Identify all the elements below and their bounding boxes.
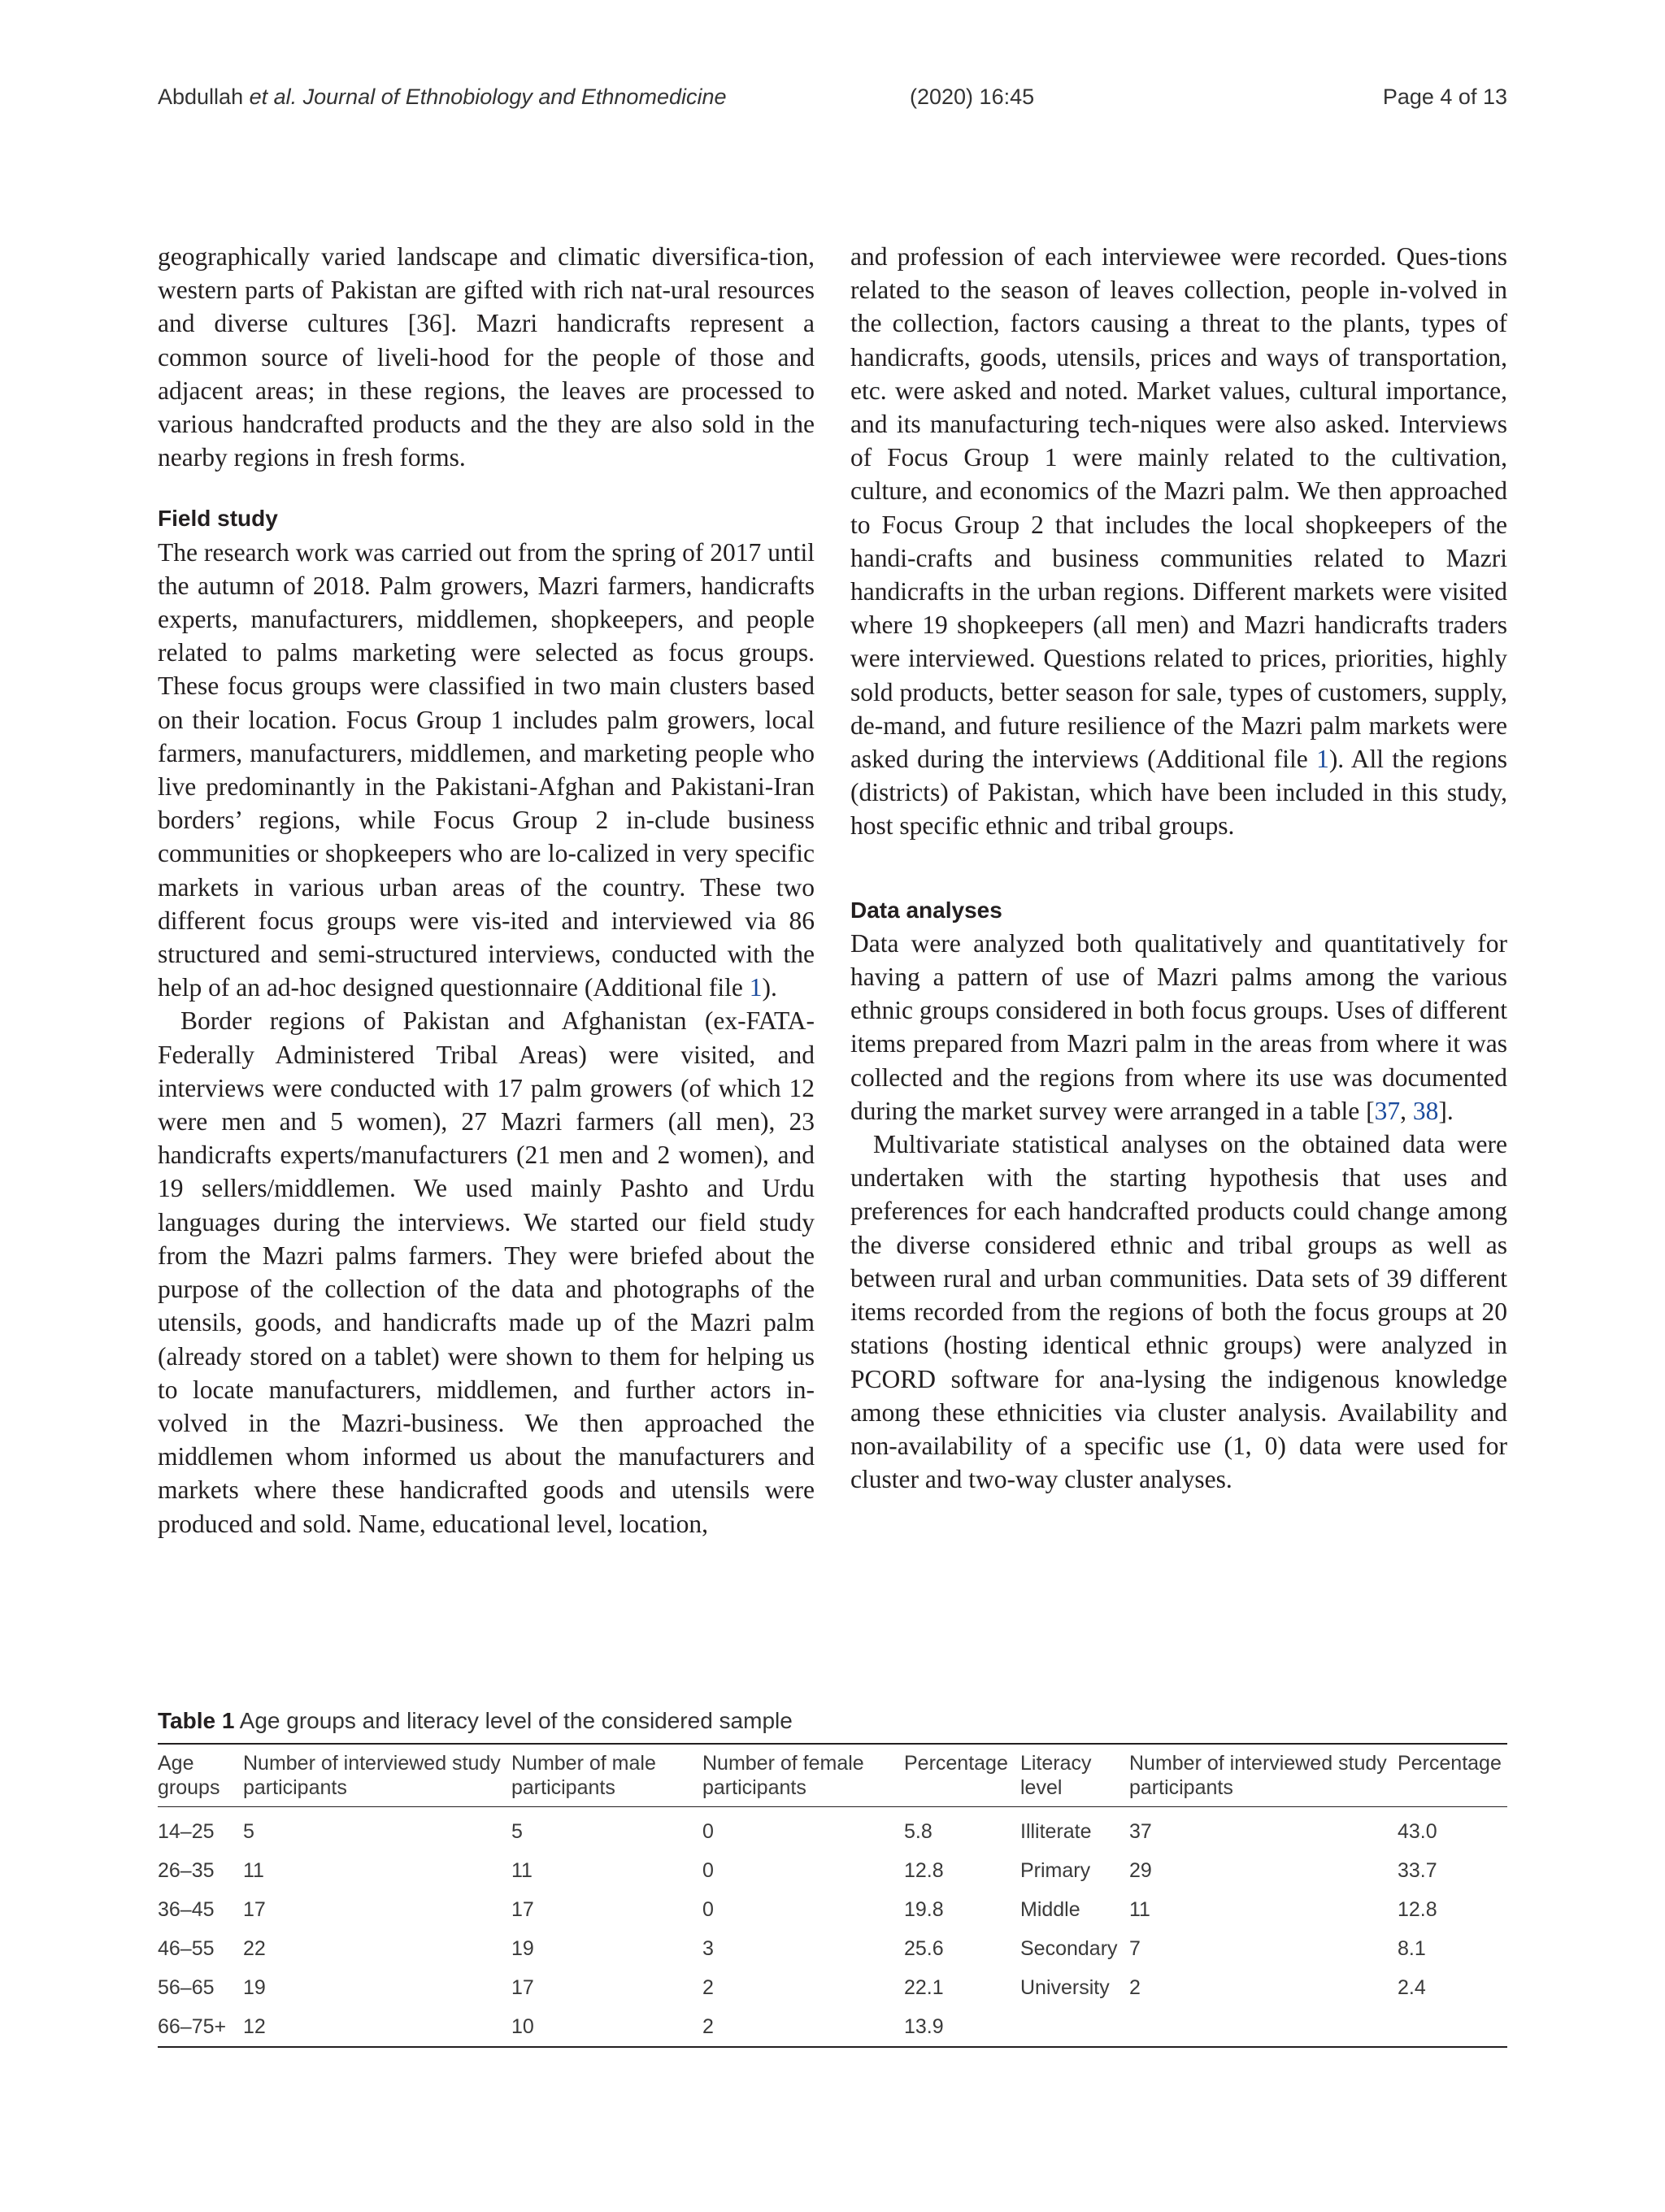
table-cell: Middle: [1020, 1898, 1080, 1921]
paragraph: Border regions of Pakistan and Afghanistan (ex-FATA-Federally Administered Tribal Areas) were visited, and interviews were conducted with 17 palm growers (of which 12 were men and 5 women), 27 Mazri farmers (all men), 23 handicrafts experts/manufacturers (21 men and 2 women), and 19 sellers/middlemen. We used mainly Pashto and Urdu languages during the interviews. We started our field study from the Mazri palms farmers. They were briefed about the purpose of the collection of the data and photographs of the utensils, goods, and handicrafts made up of the Mazri palm (already stored on a tablet) were shown to them for helping us to locate manufacturers, middlemen, and further actors in-volved in the Mazri-business. We then approached the middlemen whom informed us about the manufacturers and markets where these handicrafted goods and utensils were produced and sold. Name, educational level, location,: [158, 1006, 815, 1538]
column-header: Percentage: [904, 1744, 1020, 1807]
table-cell: University: [1020, 1976, 1110, 1999]
table-cell: 10: [511, 2015, 534, 2038]
header-year: (2020) 16:45: [910, 85, 1035, 109]
column-header: Age groups: [158, 1744, 243, 1807]
table-row: [158, 1851, 1507, 1890]
table-cell: 3: [702, 1937, 714, 1960]
right-column: [850, 240, 1507, 1496]
table-cell: 11: [511, 1859, 533, 1882]
table-cell: 12: [243, 2015, 266, 2038]
ref-37-link[interactable]: 37: [1374, 1096, 1401, 1125]
table-row: [158, 2007, 1507, 2047]
table-cell: 14–25: [158, 1820, 215, 1843]
table-cell: 66–75+: [158, 2015, 227, 2038]
table-cell: 12.8: [1398, 1898, 1437, 1921]
column-header: Percentage: [1398, 1744, 1507, 1807]
table-cell: 22.1: [904, 1976, 944, 1999]
column-header: Number of female participants: [702, 1744, 904, 1807]
table-cell: 17: [511, 1976, 534, 1999]
table-cell: 22: [243, 1937, 266, 1960]
header-journal: et al. Journal of Ethnobiology and Ethnomedicine: [249, 85, 727, 109]
paragraph: Data were analyzed both qualitatively and quantitatively for having a pattern of use of Mazri palms among the various ethnic groups considered in both focus groups. Uses of different items prepared from Mazri palm in the areas from where it was collected and the regions from where its use was documented during the market survey were arranged in a table [37, 38].: [850, 928, 1507, 1125]
table-cell: 12.8: [904, 1859, 944, 1882]
column-header: Number of interviewed study participants: [1129, 1744, 1398, 1807]
table-cell: 2: [702, 2015, 714, 2038]
table-row: [158, 1968, 1507, 2007]
table-cell: 5: [511, 1820, 523, 1843]
table-cell: 13.9: [904, 2015, 944, 2038]
table-cell: 56–65: [158, 1976, 215, 1999]
table-row: [158, 1807, 1507, 1852]
table-cell: 19: [243, 1976, 266, 1999]
ref-additional-file-link[interactable]: 1: [749, 973, 763, 1002]
table-row: [158, 1929, 1507, 1968]
ref-38-link[interactable]: 38: [1412, 1096, 1439, 1125]
paragraph: and profession of each interviewee were recorded. Ques-tions related to the season of leaves collection, people in-volved in the collection, factors causing a threat to the plants, types of handicrafts, goods, utensils, prices and ways of transportation, etc. were asked and noted. Market values, cultural importance, and its manufacturing tech-niques were also asked. Interviews of Focus Group 1 were mainly related to the cultivation, culture, and economics of the Mazri palm. We then approached to Focus Group 2 that includes the local shopkeepers of the handi-crafts and business communities related to Mazri handicrafts in the urban regions. Different markets were visited where 19 shopkeepers (all men) and Mazri handicrafts traders were interviewed. Questions related to prices, priorities, highly sold products, better season for sale, types of customers, supply, de-mand, and future resilience of the Mazri palm markets were asked during the interviews (Additional file 1). All the regions (districts) of Pakistan, which have been included in this study, host specific ethnic and tribal groups.: [850, 242, 1507, 841]
table-cell: 17: [243, 1898, 266, 1921]
journal-citation: [158, 85, 727, 110]
table-cell: 0: [702, 1898, 714, 1921]
table-cell: 7: [1129, 1937, 1141, 1960]
table-cell: 11: [1129, 1898, 1150, 1921]
table-cell: 11: [243, 1859, 264, 1882]
table-row: [158, 1890, 1507, 1929]
section-heading-data-analyses: Data analyses: [850, 897, 1002, 923]
table-header-row: [158, 1744, 1507, 1807]
table-cell: 0: [702, 1820, 714, 1843]
page-number: Page 4 of 13: [1382, 85, 1507, 109]
table-cell: 43.0: [1398, 1820, 1437, 1843]
table-cell: 46–55: [158, 1937, 215, 1960]
left-column: [158, 240, 815, 1541]
table-cell: 29: [1129, 1859, 1152, 1882]
ref-additional-file-link[interactable]: 1: [1316, 745, 1329, 774]
table-cell: Illiterate: [1020, 1820, 1092, 1843]
table-cell: 17: [511, 1898, 534, 1921]
data-table: [158, 1743, 1507, 2048]
table-cell: 19.8: [904, 1898, 944, 1921]
table-caption: Table 1 Age groups and literacy level of the considered sample: [158, 1708, 793, 1733]
table-body: [158, 1807, 1507, 2048]
table-cell: 26–35: [158, 1859, 215, 1882]
table-cell: 5: [243, 1820, 254, 1843]
table-cell: Secondary: [1020, 1937, 1118, 1960]
table-cell: 25.6: [904, 1937, 944, 1960]
table-cell: [1020, 2007, 1129, 2047]
paragraph: Multivariate statistical analyses on the obtained data were undertaken with the starting hypothesis that uses and preferences for each handcrafted products could change among the diverse considered ethnic and tribal groups as well as between rural and urban communities. Data sets of 39 different items recorded from the regions of both the focus groups at 20 stations (hosting identical ethnic groups) were analyzed in PCORD software for ana-lysing the indigenous knowledge among these ethnicities via cluster analysis. Availability and non-availability of a specific use (1, 0) data were used for cluster and two-way cluster analyses.: [850, 1130, 1507, 1494]
column-header: Number of male participants: [511, 1744, 702, 1807]
header-authors: Abdullah: [158, 85, 244, 109]
table-cell: 0: [702, 1859, 714, 1882]
table-cell: 2: [1129, 1976, 1141, 1999]
table-cell: 2.4: [1398, 1976, 1426, 1999]
table-cell: 37: [1129, 1820, 1152, 1843]
column-header: Literacy level: [1020, 1744, 1129, 1807]
table-cell: 36–45: [158, 1898, 215, 1921]
table-cell: [1398, 2007, 1507, 2047]
column-header: Number of interviewed study participants: [243, 1744, 511, 1807]
running-header: [158, 85, 1507, 117]
table-1: [158, 1707, 1507, 2048]
section-heading-field-study: Field study: [158, 506, 278, 532]
table-cell: 19: [511, 1937, 534, 1960]
table-cell: Primary: [1020, 1859, 1091, 1882]
table-cell: 8.1: [1398, 1937, 1426, 1960]
table-cell: 33.7: [1398, 1859, 1437, 1882]
table-cell: 5.8: [904, 1820, 932, 1843]
paragraph: The research work was carried out from the spring of 2017 until the autumn of 2018. Palm growers, Mazri farmers, handicrafts experts, manufacturers, middlemen, shopkeepers, and people related to palms marketing were selected as focus groups. These focus groups were classified in two main clusters based on their location. Focus Group 1 includes palm growers, local farmers, manufacturers, middlemen, and marketing people who live predominantly in the Pakistani-Afghan and Pakistani-Iran borders’ regions, while Focus Group 2 in-clude business communities or shopkeepers who are lo-calized in very specific markets in various urban areas of the country. These two different focus groups were vis-ited and interviewed via 86 structured and semi-structured interviews, conducted with the help of an ad-hoc designed questionnaire (Additional file 1).: [158, 537, 815, 1002]
table-cell: 2: [702, 1976, 714, 1999]
table-cell: [1129, 2007, 1398, 2047]
paragraph: geographically varied landscape and climatic diversifica-tion, western parts of Pakistan are gifted with rich nat-ural resources and diverse cultures [36]. Mazri handicrafts represent a common source of liveli-hood for the people of those and adjacent areas; in these regions, the leaves are processed to various handcrafted products and the they are also sold in the nearby regions in fresh forms.: [158, 242, 815, 472]
